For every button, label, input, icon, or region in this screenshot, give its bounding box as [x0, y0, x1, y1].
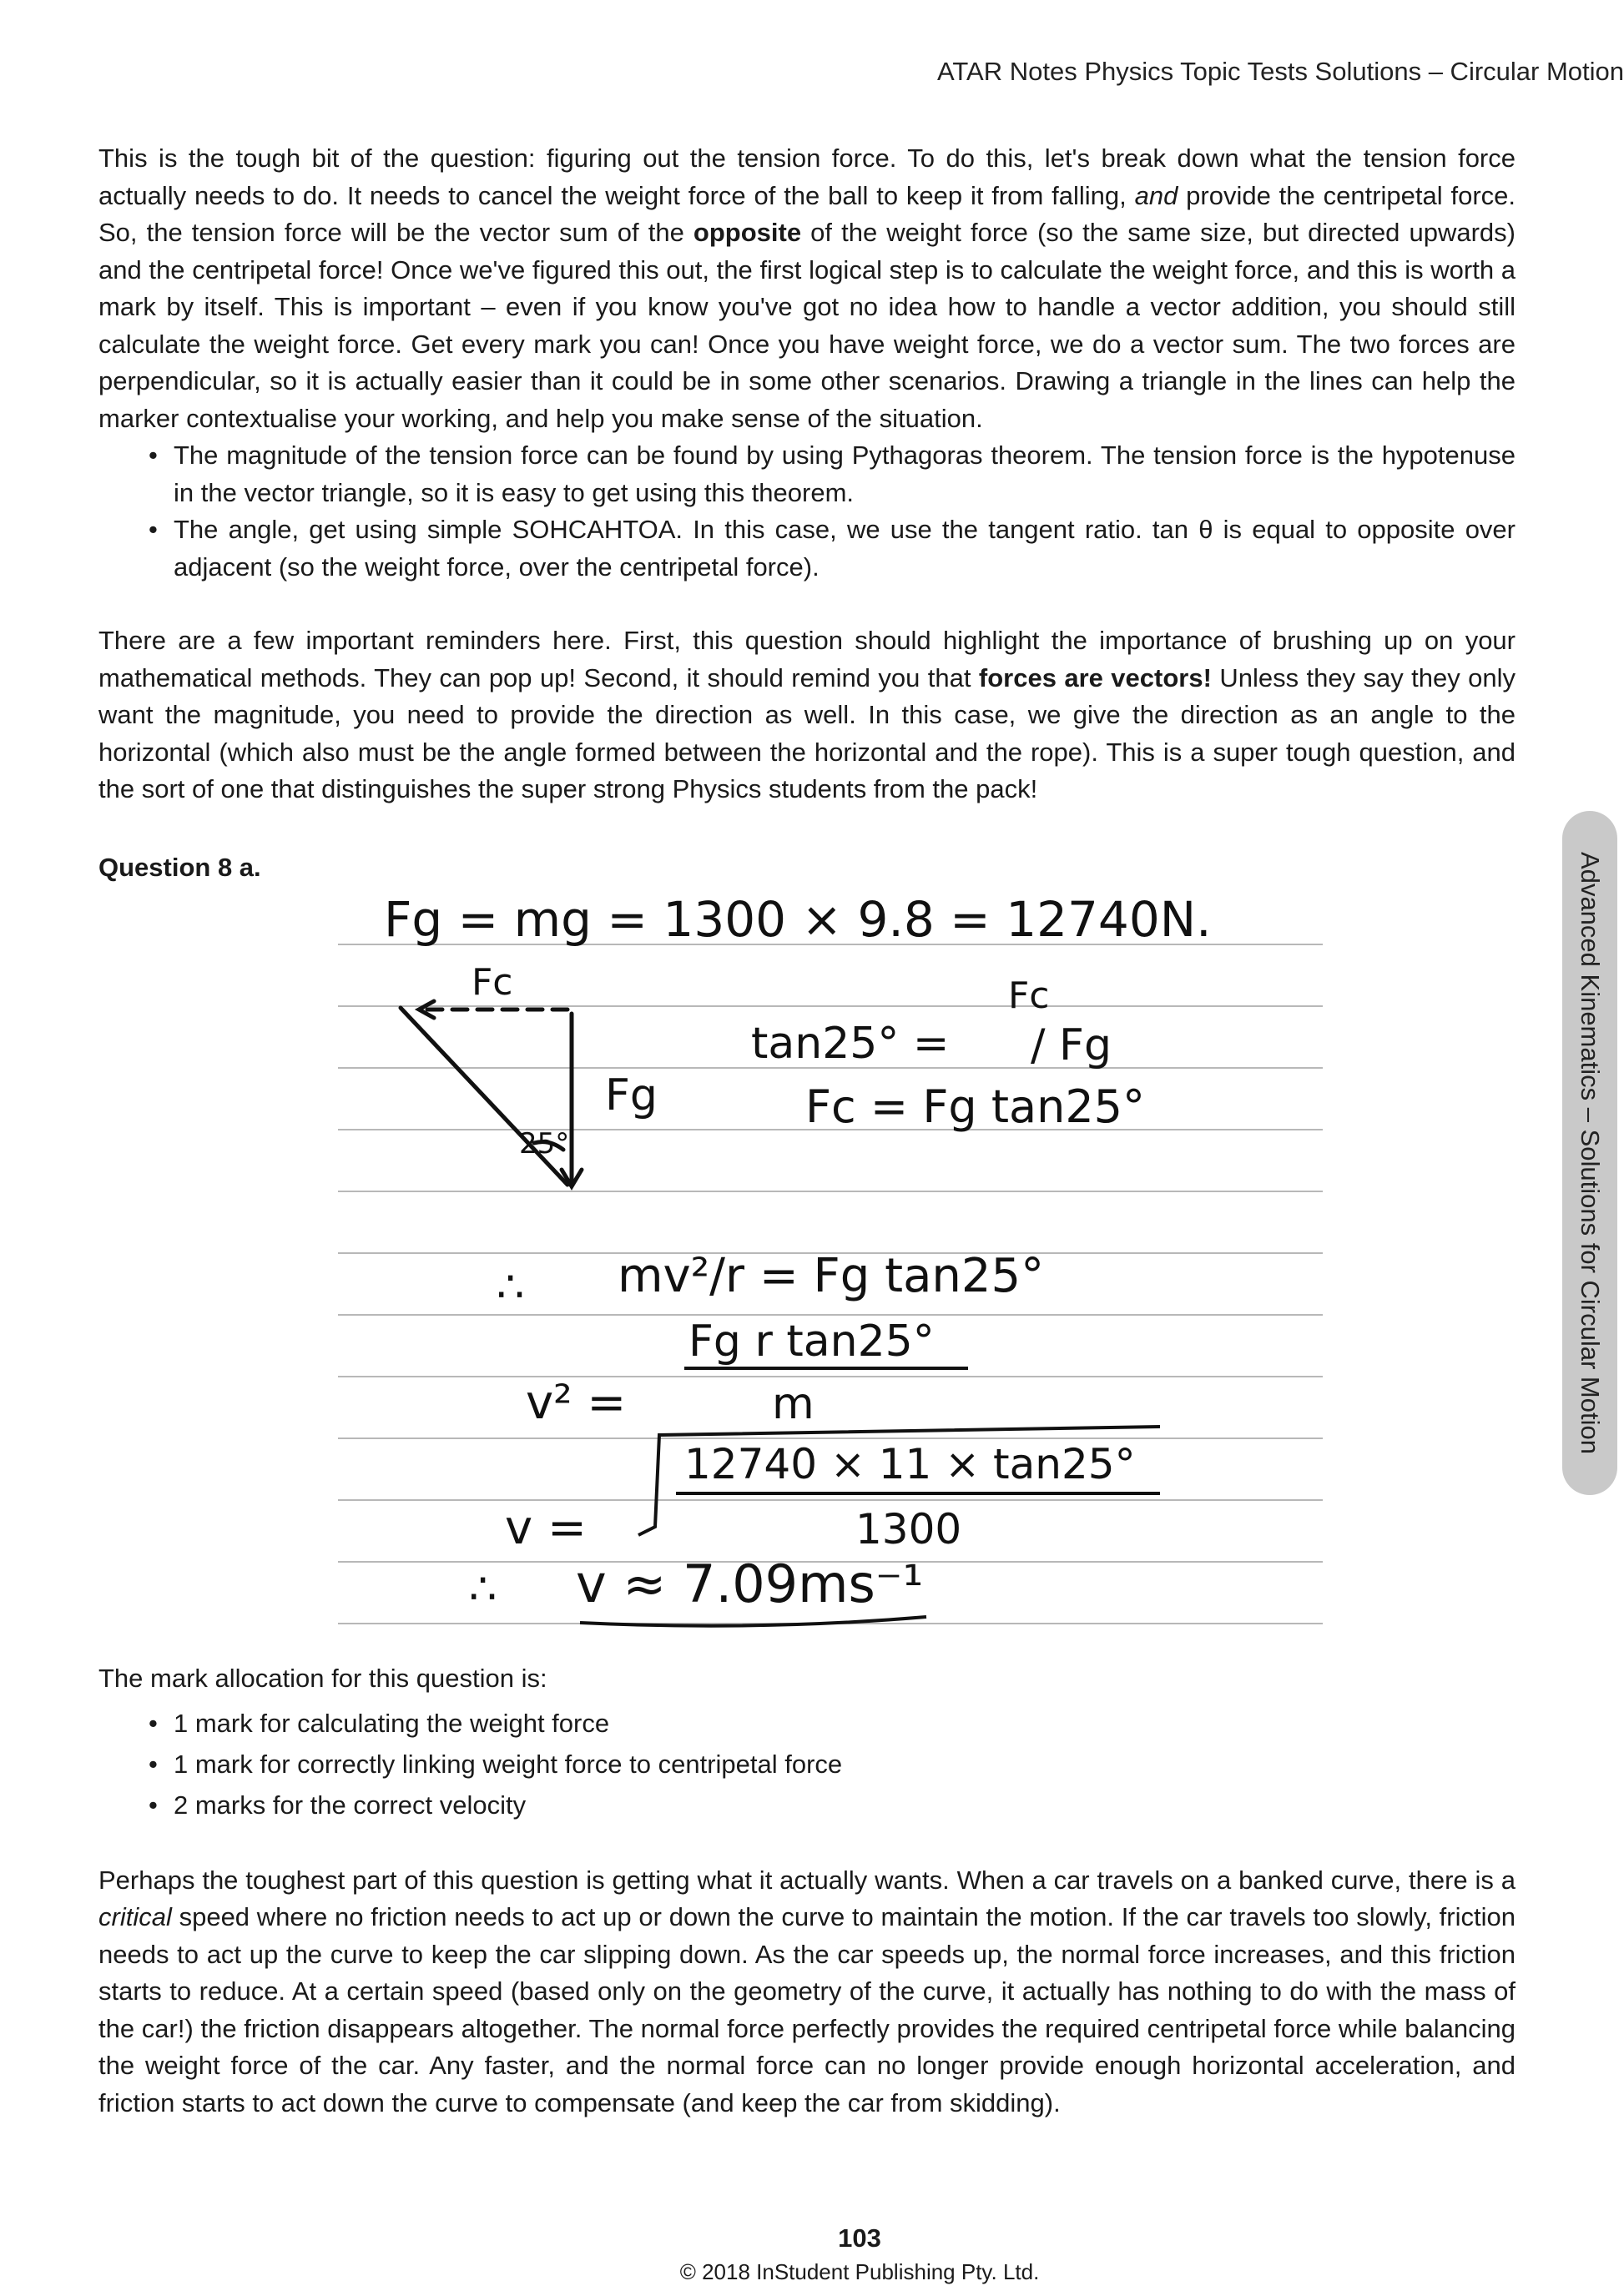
intro-section [98, 140, 1516, 808]
tan-denominator: / Fg [1031, 1020, 1112, 1070]
intro-bullet-list [98, 437, 1516, 586]
header-title: ATAR Notes Physics Topic Tests Solutions – Circular Motion [937, 57, 1624, 86]
therefore-symbol: ∴ [497, 1262, 525, 1312]
v-lhs: v = [505, 1501, 587, 1555]
list-item: • 2 marks for the correct velocity [98, 1785, 1516, 1825]
fg-label: Fg [605, 1070, 658, 1120]
marks-list [98, 1703, 1516, 1825]
intro-paragraph-2: There are a few important reminders here. First, this question should highlight the importance of brushing up on your mathematical methods. They can pop up! Second, it should remind you that forces are vectors! Unless they say they only want the magnitude, you need to provide the direction as well. In this case, we give the direction as an angle to the horizontal (which also must be the angle formed between the horizontal and the rope). This is a super tough question, and the sort of one that distinguishes the super strong Physics students from the pack! [98, 626, 1516, 803]
tan-numerator: Fc [1008, 974, 1050, 1017]
question-heading: Question 8 a. [98, 853, 261, 882]
centripetal-equation: mv²/r = Fg tan25° [618, 1249, 1045, 1303]
therefore-symbol-2: ∴ [469, 1564, 497, 1614]
question-heading-wrap [98, 849, 1516, 887]
answer-underline [580, 1617, 926, 1626]
tan-lhs: tan25° = [751, 1019, 950, 1069]
marks-intro: The mark allocation for this question is: [98, 1664, 547, 1693]
angle-label: 25° [519, 1127, 570, 1161]
v-squared-lhs: v² = [526, 1376, 627, 1430]
closing-paragraph: Perhaps the toughest part of this question is getting what it actually wants. When a car travels on a banked curve, there is a critical speed where no friction needs to act up or down the curve to maintain the motion. If the car travels too slowly, friction needs to act up the curve to keep the car slipping down. As the car speeds up, the normal force increases, and this friction starts to reduce. At a certain speed (based only on the geometry of the curve, it actually has nothing to do with the mass of the car!) the friction disappears altogether. The normal force perfectly provides the required centripetal force while balancing the weight force of the car. Any faster, and the normal force can no longer provide enough horizontal acceleration, and friction starts to act down the curve to compensate (and keep the car from skidding). [98, 1865, 1516, 2117]
marks-section [98, 1660, 1516, 2122]
v-squared-numerator: Fg r tan25° [688, 1317, 935, 1367]
intro-paragraph-1: This is the tough bit of the question: figuring out the tension force. To do this, let's break down what the tension force actually needs to do. It needs to cancel the weight force of the ball to keep it from falling, and provide the centripetal force. So, the tension force will be the vector sum of the opposite of the weight force (so the same size, but directed upwards) and the centripetal force! Once we've figured this out, the first logical step is to calculate the weight force, and this is worth a mark by itself. This is important – even if you know you've got no idea how to handle a vector addition, you should still calculate the weight force. Get every mark you can! Once you have weight force, we do a vector sum. The two forces are perpendicular, so it is actually easier than it could be in some other scenarios. Drawing a triangle in the lines can help the marker contextualise your working, and help you make sense of the situation. [98, 144, 1516, 433]
v-squared-denominator: m [772, 1379, 815, 1429]
handwritten-working [325, 884, 1327, 1635]
fc-equation: Fc = Fg tan25° [805, 1080, 1146, 1133]
running-header [38, 57, 1624, 87]
list-item: • The angle, get using simple SOHCAHTOA. In this case, we use the tangent ratio. tan θ is equal to opposite over adjacent (so the weight force, over the centripetal force). [98, 511, 1516, 586]
copyright: © 2018 InStudent Publishing Pty. Ltd. [679, 2259, 1040, 2284]
final-answer: v ≈ 7.09ms⁻¹ [576, 1553, 924, 1614]
fc-label: Fc [472, 961, 513, 1004]
v-numerator: 12740 × 11 × tan25° [684, 1440, 1136, 1488]
page-number: 103 [838, 2223, 881, 2253]
v-denominator: 1300 [855, 1505, 962, 1553]
side-tab-label: Advanced Kinematics – Solutions for Circular Motion [1576, 852, 1605, 1454]
list-item: • 1 mark for calculating the weight force [98, 1703, 1516, 1744]
weight-calc: Fg = mg = 1300 × 9.8 = 12740N. [384, 891, 1212, 948]
list-item: • The magnitude of the tension force can be found by using Pythagoras theorem. The tension force is the hypotenuse in the vector triangle, so it is easy to get using this theorem. [98, 437, 1516, 511]
list-item: • 1 mark for correctly linking weight force to centripetal force [98, 1744, 1516, 1785]
